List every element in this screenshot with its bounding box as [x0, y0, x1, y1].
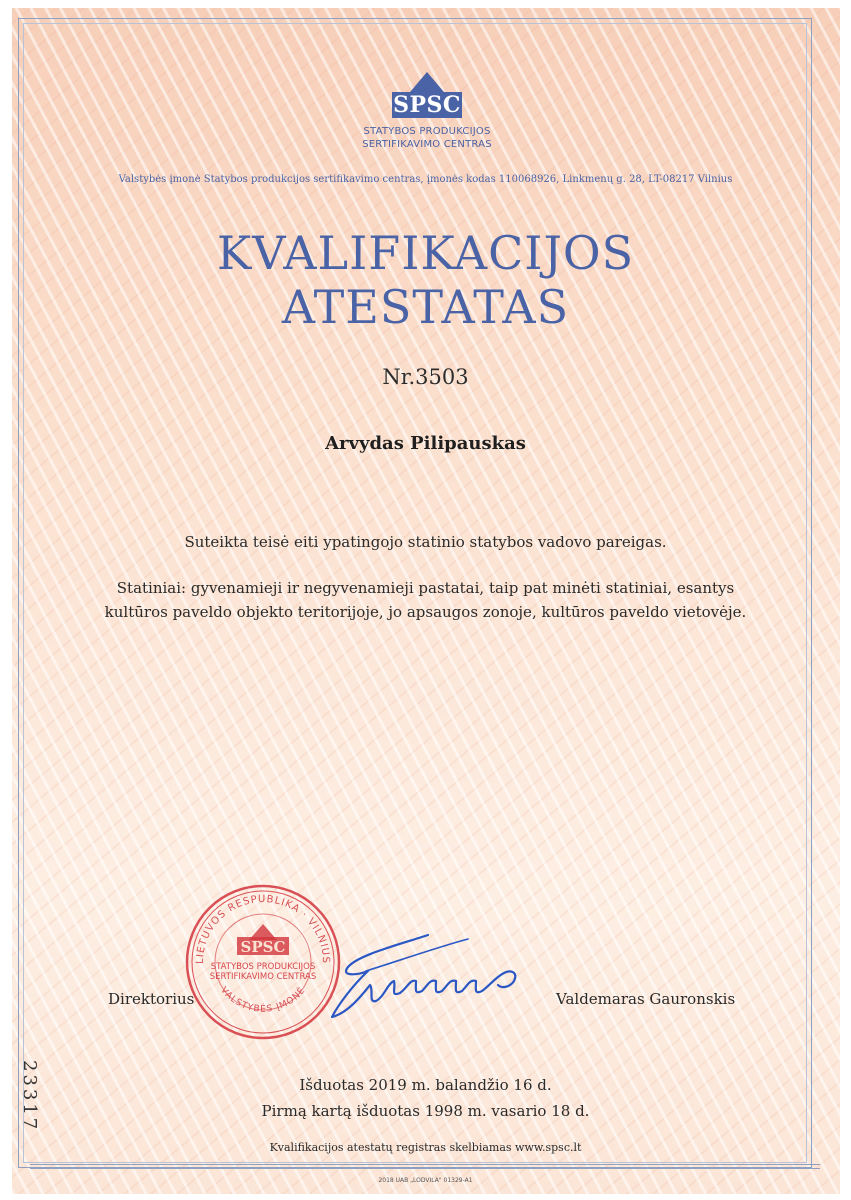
issued-date: Išduotas 2019 m. balandžio 16 d. [299, 1076, 552, 1094]
holder-name: Arvydas Pilipauskas [325, 433, 526, 454]
seal-bottom-arc: VALSTYBĖS ĮMONĖ [218, 985, 308, 1015]
title-line-1: KVALIFIKACIJOS [216, 226, 635, 280]
svg-text:VALSTYBĖS ĮMONĖ [218, 985, 308, 1015]
seal-line-1: STATYBOS PRODUKCIJOS [210, 962, 316, 972]
scope-line-2: kultūros paveldo objekto teritorijoje, jo apsaugos zonoje, kultūros paveldo vietovėje. [104, 603, 747, 621]
title-line-2: ATESTATAS [281, 280, 570, 334]
certificate-title [0, 226, 851, 334]
logo-line-2: SERTIFIKAVIMO CENTRAS [362, 139, 492, 150]
seal-mark: SPSC [240, 938, 286, 956]
logo-mark: SPSC [393, 92, 461, 118]
spsc-logo [362, 72, 492, 162]
handwritten-signature [318, 925, 538, 1025]
certificate-number: Nr.3503 [382, 365, 469, 389]
printer-note: 2018 UAB „LODVILA" 01329-A1 [378, 1177, 473, 1184]
logo-line-1: STATYBOS PRODUKCIJOS [363, 126, 491, 137]
footer-rule-top [30, 1164, 820, 1165]
grant-text: Suteikta teisė eiti ypatingojo statinio statybos vadovo pareigas. [184, 533, 667, 551]
footer-rule-bottom [30, 1168, 820, 1169]
scope-text [60, 576, 791, 624]
seal-line-2: SERTIFIKAVIMO CENTRAS [209, 972, 317, 982]
serial-number: 23317 [19, 1060, 40, 1133]
registry-note: Kvalifikacijos atestatų registras skelbiamas www.spsc.lt [269, 1141, 582, 1154]
issuer-line: Valstybės įmonė Statybos produkcijos sertifikavimo centras, įmonės kodas 110068926, Linkmenų g. 28, LT-08217 Vilnius [118, 174, 733, 185]
scope-line-1: Statiniai: gyvenamieji ir negyvenamieji pastatai, taip pat minėti statiniai, esantys [116, 579, 735, 597]
signatory-role: Direktorius [108, 990, 195, 1008]
signatory-name: Valdemaras Gauronskis [556, 990, 736, 1008]
seal-top-arc: LIETUVOS RESPUBLIKA · VILNIUS [194, 893, 332, 965]
first-issued-date: Pirmą kartą išduotas 1998 m. vasario 18 d. [261, 1102, 590, 1120]
